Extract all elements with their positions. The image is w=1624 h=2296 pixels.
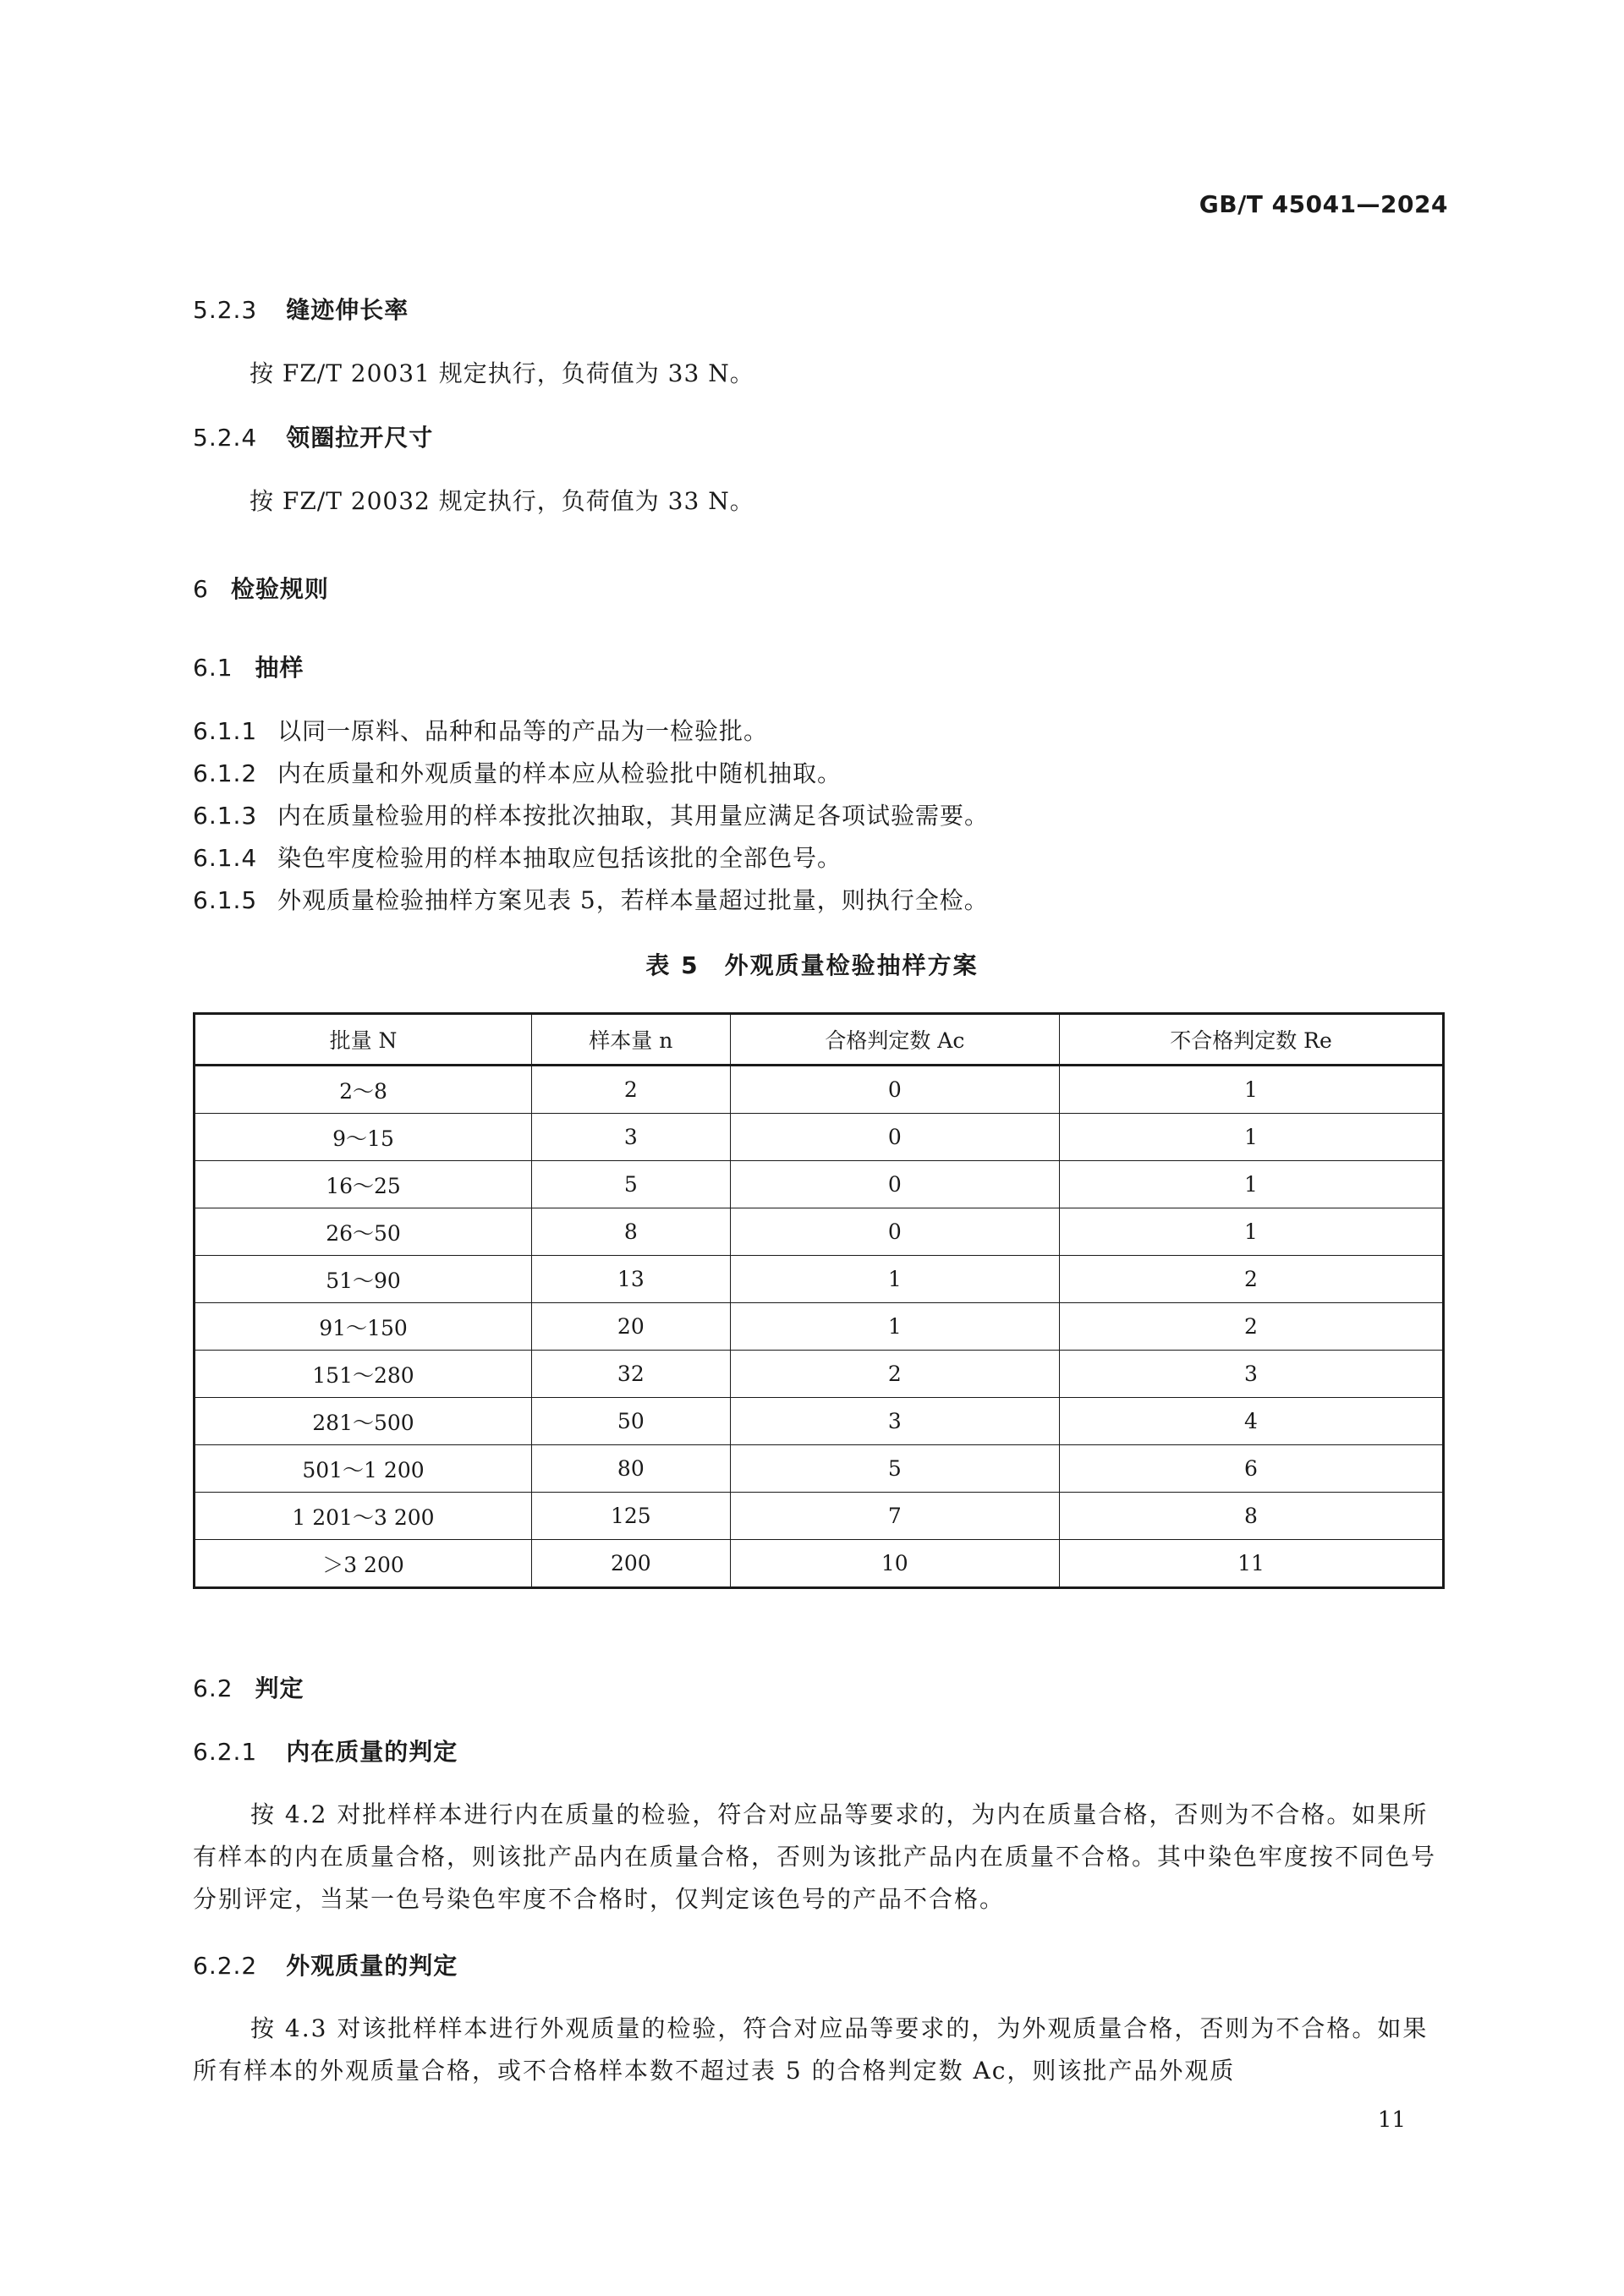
clause-number: 6.1.5	[193, 886, 258, 914]
lot-size-cell: 281～500	[195, 1398, 532, 1445]
re-cell: 4	[1059, 1398, 1443, 1445]
re-cell: 3	[1059, 1351, 1443, 1398]
clause-6-1-3	[193, 797, 989, 831]
table-row	[195, 1114, 1444, 1161]
page-number: 11	[1377, 2107, 1406, 2133]
section-number: 6.1	[193, 654, 233, 682]
ac-cell: 3	[730, 1398, 1059, 1445]
clause-text: 内在质量检验用的样本按批次抽取，其用量应满足各项试验需要。	[277, 802, 990, 830]
clause-6-1-4	[193, 840, 842, 874]
section-6-2-1-heading	[193, 1734, 458, 1767]
section-title: 抽样	[255, 654, 304, 682]
sample-size-cell: 125	[532, 1493, 731, 1540]
ac-cell: 2	[730, 1351, 1059, 1398]
table-row	[195, 1161, 1444, 1208]
re-cell: 6	[1059, 1445, 1443, 1493]
header-acceptance-number: 合格判定数 Ac	[730, 1014, 1059, 1066]
re-cell: 1	[1059, 1161, 1443, 1208]
table-row	[195, 1208, 1444, 1256]
lot-size-cell: 501～1 200	[195, 1445, 532, 1493]
section-title: 外观质量的判定	[286, 1952, 458, 1980]
table-caption-number: 表 5	[645, 951, 700, 979]
section-number: 6.2.2	[193, 1952, 258, 1980]
clause-number: 6.1.1	[193, 717, 258, 745]
clause-text: 以同一原料、品种和品等的产品为一检验批。	[277, 717, 769, 745]
clause-number: 6.1.2	[193, 759, 258, 787]
clause-text: 外观质量检验抽样方案见表 5，若样本量超过批量，则执行全检。	[277, 886, 989, 914]
ac-cell: 0	[730, 1114, 1059, 1161]
clause-text: 内在质量和外观质量的样本应从检验批中随机抽取。	[277, 759, 842, 787]
section-number: 6.2.1	[193, 1738, 258, 1766]
lot-size-cell: 1 201～3 200	[195, 1493, 532, 1540]
lot-size-cell: 9～15	[195, 1114, 532, 1161]
section-title: 缝迹伸长率	[286, 296, 409, 324]
re-cell: 8	[1059, 1493, 1443, 1540]
sample-size-cell: 80	[532, 1445, 731, 1493]
table-caption-text: 外观质量检验抽样方案	[724, 951, 979, 979]
lot-size-cell: ＞3 200	[195, 1540, 532, 1588]
section-6-2-2-paragraph: 按 4.3 对该批样样本进行外观质量的检验，符合对应品等要求的，为外观质量合格，否则为不合格。如果所有样本的外观质量合格，或不合格样本数不超过表 5 的合格判定数 Ac，则该批产品外观质	[193, 2014, 1429, 2085]
ac-cell: 7	[730, 1493, 1059, 1540]
lot-size-cell: 26～50	[195, 1208, 532, 1256]
table-row	[195, 1256, 1444, 1303]
re-cell: 2	[1059, 1303, 1443, 1351]
re-cell: 1	[1059, 1114, 1443, 1161]
re-cell: 2	[1059, 1256, 1443, 1303]
section-title: 判定	[255, 1674, 304, 1702]
table-5-caption	[0, 947, 1624, 981]
sample-size-cell: 20	[532, 1303, 731, 1351]
section-number: 5.2.4	[193, 424, 258, 452]
clause-number: 6.1.3	[193, 802, 258, 830]
sample-size-cell: 32	[532, 1351, 731, 1398]
section-5-2-3-heading	[193, 292, 409, 326]
chapter-title: 检验规则	[230, 575, 329, 603]
section-5-2-4-text: 按 FZ/T 20032 规定执行，负荷值为 33 N。	[250, 487, 754, 515]
clause-6-1-1	[193, 713, 768, 747]
ac-cell: 0	[730, 1066, 1059, 1114]
clause-6-1-5	[193, 882, 989, 916]
clause-text: 染色牢度检验用的样本抽取应包括该批的全部色号。	[277, 844, 842, 872]
section-6-2-2-heading	[193, 1948, 458, 1981]
re-cell: 1	[1059, 1066, 1443, 1114]
lot-size-cell: 151～280	[195, 1351, 532, 1398]
standard-code: GB/T 45041—2024	[1199, 190, 1448, 218]
sample-size-cell: 200	[532, 1540, 731, 1588]
table-row	[195, 1540, 1444, 1588]
header-lot-size: 批量 N	[195, 1014, 532, 1066]
sample-size-cell: 8	[532, 1208, 731, 1256]
ac-cell: 1	[730, 1303, 1059, 1351]
section-5-2-4-heading	[193, 419, 433, 453]
sample-size-cell: 13	[532, 1256, 731, 1303]
section-6-2-heading	[193, 1670, 304, 1704]
table-row	[195, 1445, 1444, 1493]
ac-cell: 0	[730, 1208, 1059, 1256]
header-rejection-number: 不合格判定数 Re	[1059, 1014, 1443, 1066]
sample-size-cell: 5	[532, 1161, 731, 1208]
table-row	[195, 1351, 1444, 1398]
header-sample-size: 样本量 n	[532, 1014, 731, 1066]
sample-size-cell: 2	[532, 1066, 731, 1114]
section-number: 6.2	[193, 1674, 233, 1702]
clause-number: 6.1.4	[193, 844, 258, 872]
table-header-row	[195, 1014, 1444, 1066]
table-row	[195, 1493, 1444, 1540]
lot-size-cell: 51～90	[195, 1256, 532, 1303]
lot-size-cell: 2～8	[195, 1066, 532, 1114]
chapter-6-heading	[193, 571, 329, 605]
table-row	[195, 1398, 1444, 1445]
sampling-plan-table	[193, 1012, 1445, 1589]
re-cell: 11	[1059, 1540, 1443, 1588]
clause-6-1-2	[193, 755, 842, 789]
lot-size-cell: 16～25	[195, 1161, 532, 1208]
table-row	[195, 1303, 1444, 1351]
lot-size-cell: 91～150	[195, 1303, 532, 1351]
chapter-number: 6	[193, 575, 209, 603]
table-row	[195, 1066, 1444, 1114]
section-number: 5.2.3	[193, 296, 258, 324]
section-5-2-3-text: 按 FZ/T 20031 规定执行，负荷值为 33 N。	[250, 359, 754, 387]
section-6-1-heading	[193, 649, 304, 683]
sample-size-cell: 3	[532, 1114, 731, 1161]
ac-cell: 0	[730, 1161, 1059, 1208]
ac-cell: 1	[730, 1256, 1059, 1303]
ac-cell: 5	[730, 1445, 1059, 1493]
re-cell: 1	[1059, 1208, 1443, 1256]
section-title: 领圈拉开尺寸	[286, 424, 434, 452]
sample-size-cell: 50	[532, 1398, 731, 1445]
section-6-2-1-paragraph: 按 4.2 对批样样本进行内在质量的检验，符合对应品等要求的，为内在质量合格，否则为不合格。如果所有样本的内在质量合格，则该批产品内在质量合格，否则为该批产品内在质量不合格。其中染色牢度按不同色号分别评定，当某一色号染色牢度不合格时，仅判定该色号的产品不合格。	[193, 1800, 1437, 1913]
ac-cell: 10	[730, 1540, 1059, 1588]
section-title: 内在质量的判定	[286, 1738, 458, 1766]
